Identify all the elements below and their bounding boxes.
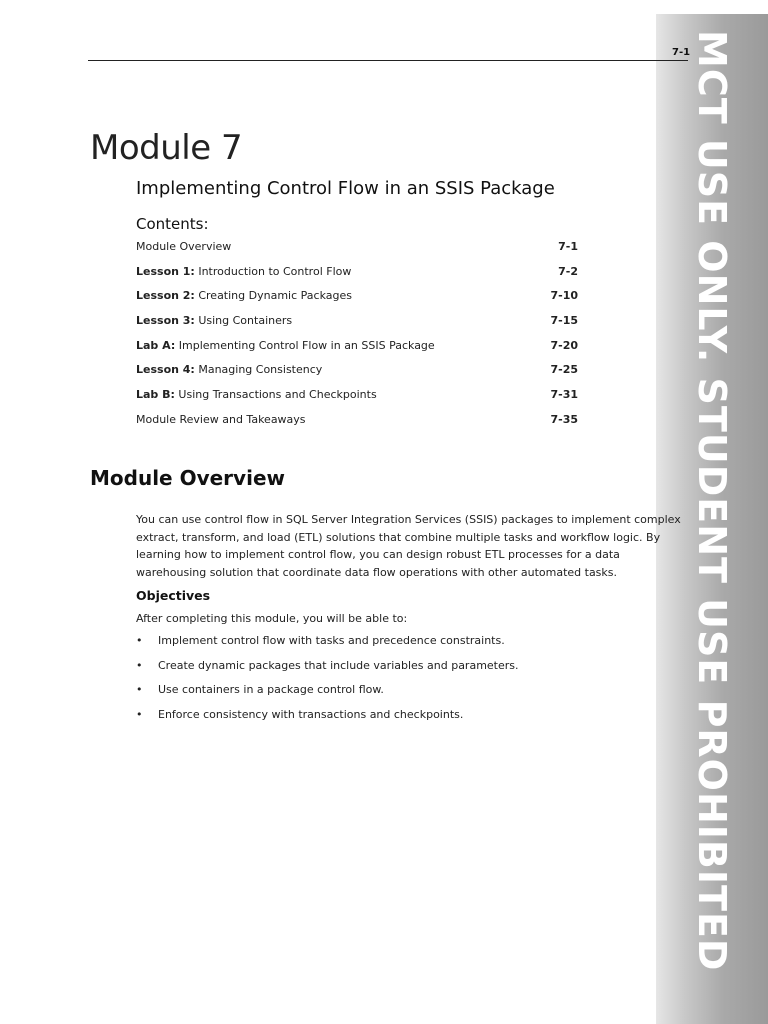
toc-item-title <box>136 339 435 352</box>
toc-item <box>136 289 578 314</box>
toc-item-title <box>136 314 292 327</box>
toc-item <box>136 339 578 364</box>
module-subtitle: Implementing Control Flow in an SSIS Package <box>136 178 555 199</box>
bullet-icon: • <box>136 707 143 721</box>
toc-item-prefix: Lesson 3: <box>136 314 195 328</box>
toc-item-label: Using Containers <box>194 314 293 328</box>
objectives-intro: After completing this module, you will be able to: <box>136 612 408 625</box>
toc-item-label: Module Overview <box>136 240 232 253</box>
overview-paragraph: You can use control flow in SQL Server Integration Services (SSIS) packages to implement complex extract, transform, and load (ETL) solutions that combine multiple tasks and workflow logic. By learning how to implement control flow, you can design robust ETL processes for a data warehousing solution that coordinate data flow operations with other automated tasks. <box>136 513 681 579</box>
toc-item-page: 7-1 <box>558 240 578 253</box>
toc-item <box>136 363 578 388</box>
toc-item-page: 7-31 <box>550 388 578 402</box>
toc-item-prefix: Lesson 1: <box>136 264 195 278</box>
toc-item <box>136 265 578 290</box>
objective-item <box>136 708 636 733</box>
toc-item <box>136 240 578 265</box>
bullet-icon: • <box>136 658 143 672</box>
contents-heading: Contents: <box>136 215 209 233</box>
toc-item <box>136 314 578 339</box>
module-title: Module 7 <box>90 128 243 168</box>
page-number: 7-1 <box>672 47 691 58</box>
objective-item <box>136 683 636 708</box>
toc-item-label: Introduction to Control Flow <box>194 264 352 278</box>
toc-item-label: Implementing Control Flow in an SSIS Package <box>175 338 435 352</box>
toc-item-title <box>136 388 377 401</box>
bullet-icon: • <box>136 634 143 647</box>
toc-item-label: Module Review and Takeaways <box>136 412 306 426</box>
toc-item-title <box>136 413 306 426</box>
table-of-contents <box>136 240 578 438</box>
objective-item <box>136 659 636 684</box>
toc-item-label: Managing Consistency <box>194 363 323 377</box>
section-heading: Module Overview <box>90 466 285 490</box>
toc-item-page: 7-35 <box>550 412 578 426</box>
toc-item-title <box>136 289 352 302</box>
objective-item <box>136 634 636 659</box>
toc-item-label: Creating Dynamic Packages <box>194 289 352 303</box>
toc-item-label: Using Transactions and Checkpoints <box>174 388 377 402</box>
toc-item-prefix: Lesson 2: <box>136 289 195 303</box>
bullet-icon: • <box>136 683 143 696</box>
toc-item-page: 7-25 <box>550 363 578 377</box>
toc-item-page: 7-20 <box>550 338 578 352</box>
toc-item-prefix: Lab A: <box>136 338 176 352</box>
toc-item-page: 7-10 <box>550 289 578 303</box>
toc-item-page: 7-2 <box>558 264 578 278</box>
toc-item-page: 7-15 <box>550 314 578 328</box>
objective-text: Create dynamic packages that include variables and parameters. <box>158 658 519 672</box>
objectives-list <box>136 634 636 732</box>
watermark-text: MCT USE ONLY. STUDENT USE PROHIBITED <box>690 30 734 972</box>
toc-item-prefix: Lab B: <box>136 388 175 402</box>
header-rule <box>88 60 688 61</box>
toc-item-prefix: Lesson 4: <box>136 363 195 377</box>
toc-item-title <box>136 265 351 278</box>
objective-text: Implement control flow with tasks and precedence constraints. <box>158 634 505 647</box>
toc-item <box>136 413 578 438</box>
objective-text: Enforce consistency with transactions and checkpoints. <box>158 707 464 721</box>
toc-item-title <box>136 363 322 376</box>
toc-item <box>136 388 578 413</box>
objective-text: Use containers in a package control flow. <box>158 683 384 696</box>
toc-item-title <box>136 240 231 253</box>
objectives-heading: Objectives <box>136 588 211 603</box>
